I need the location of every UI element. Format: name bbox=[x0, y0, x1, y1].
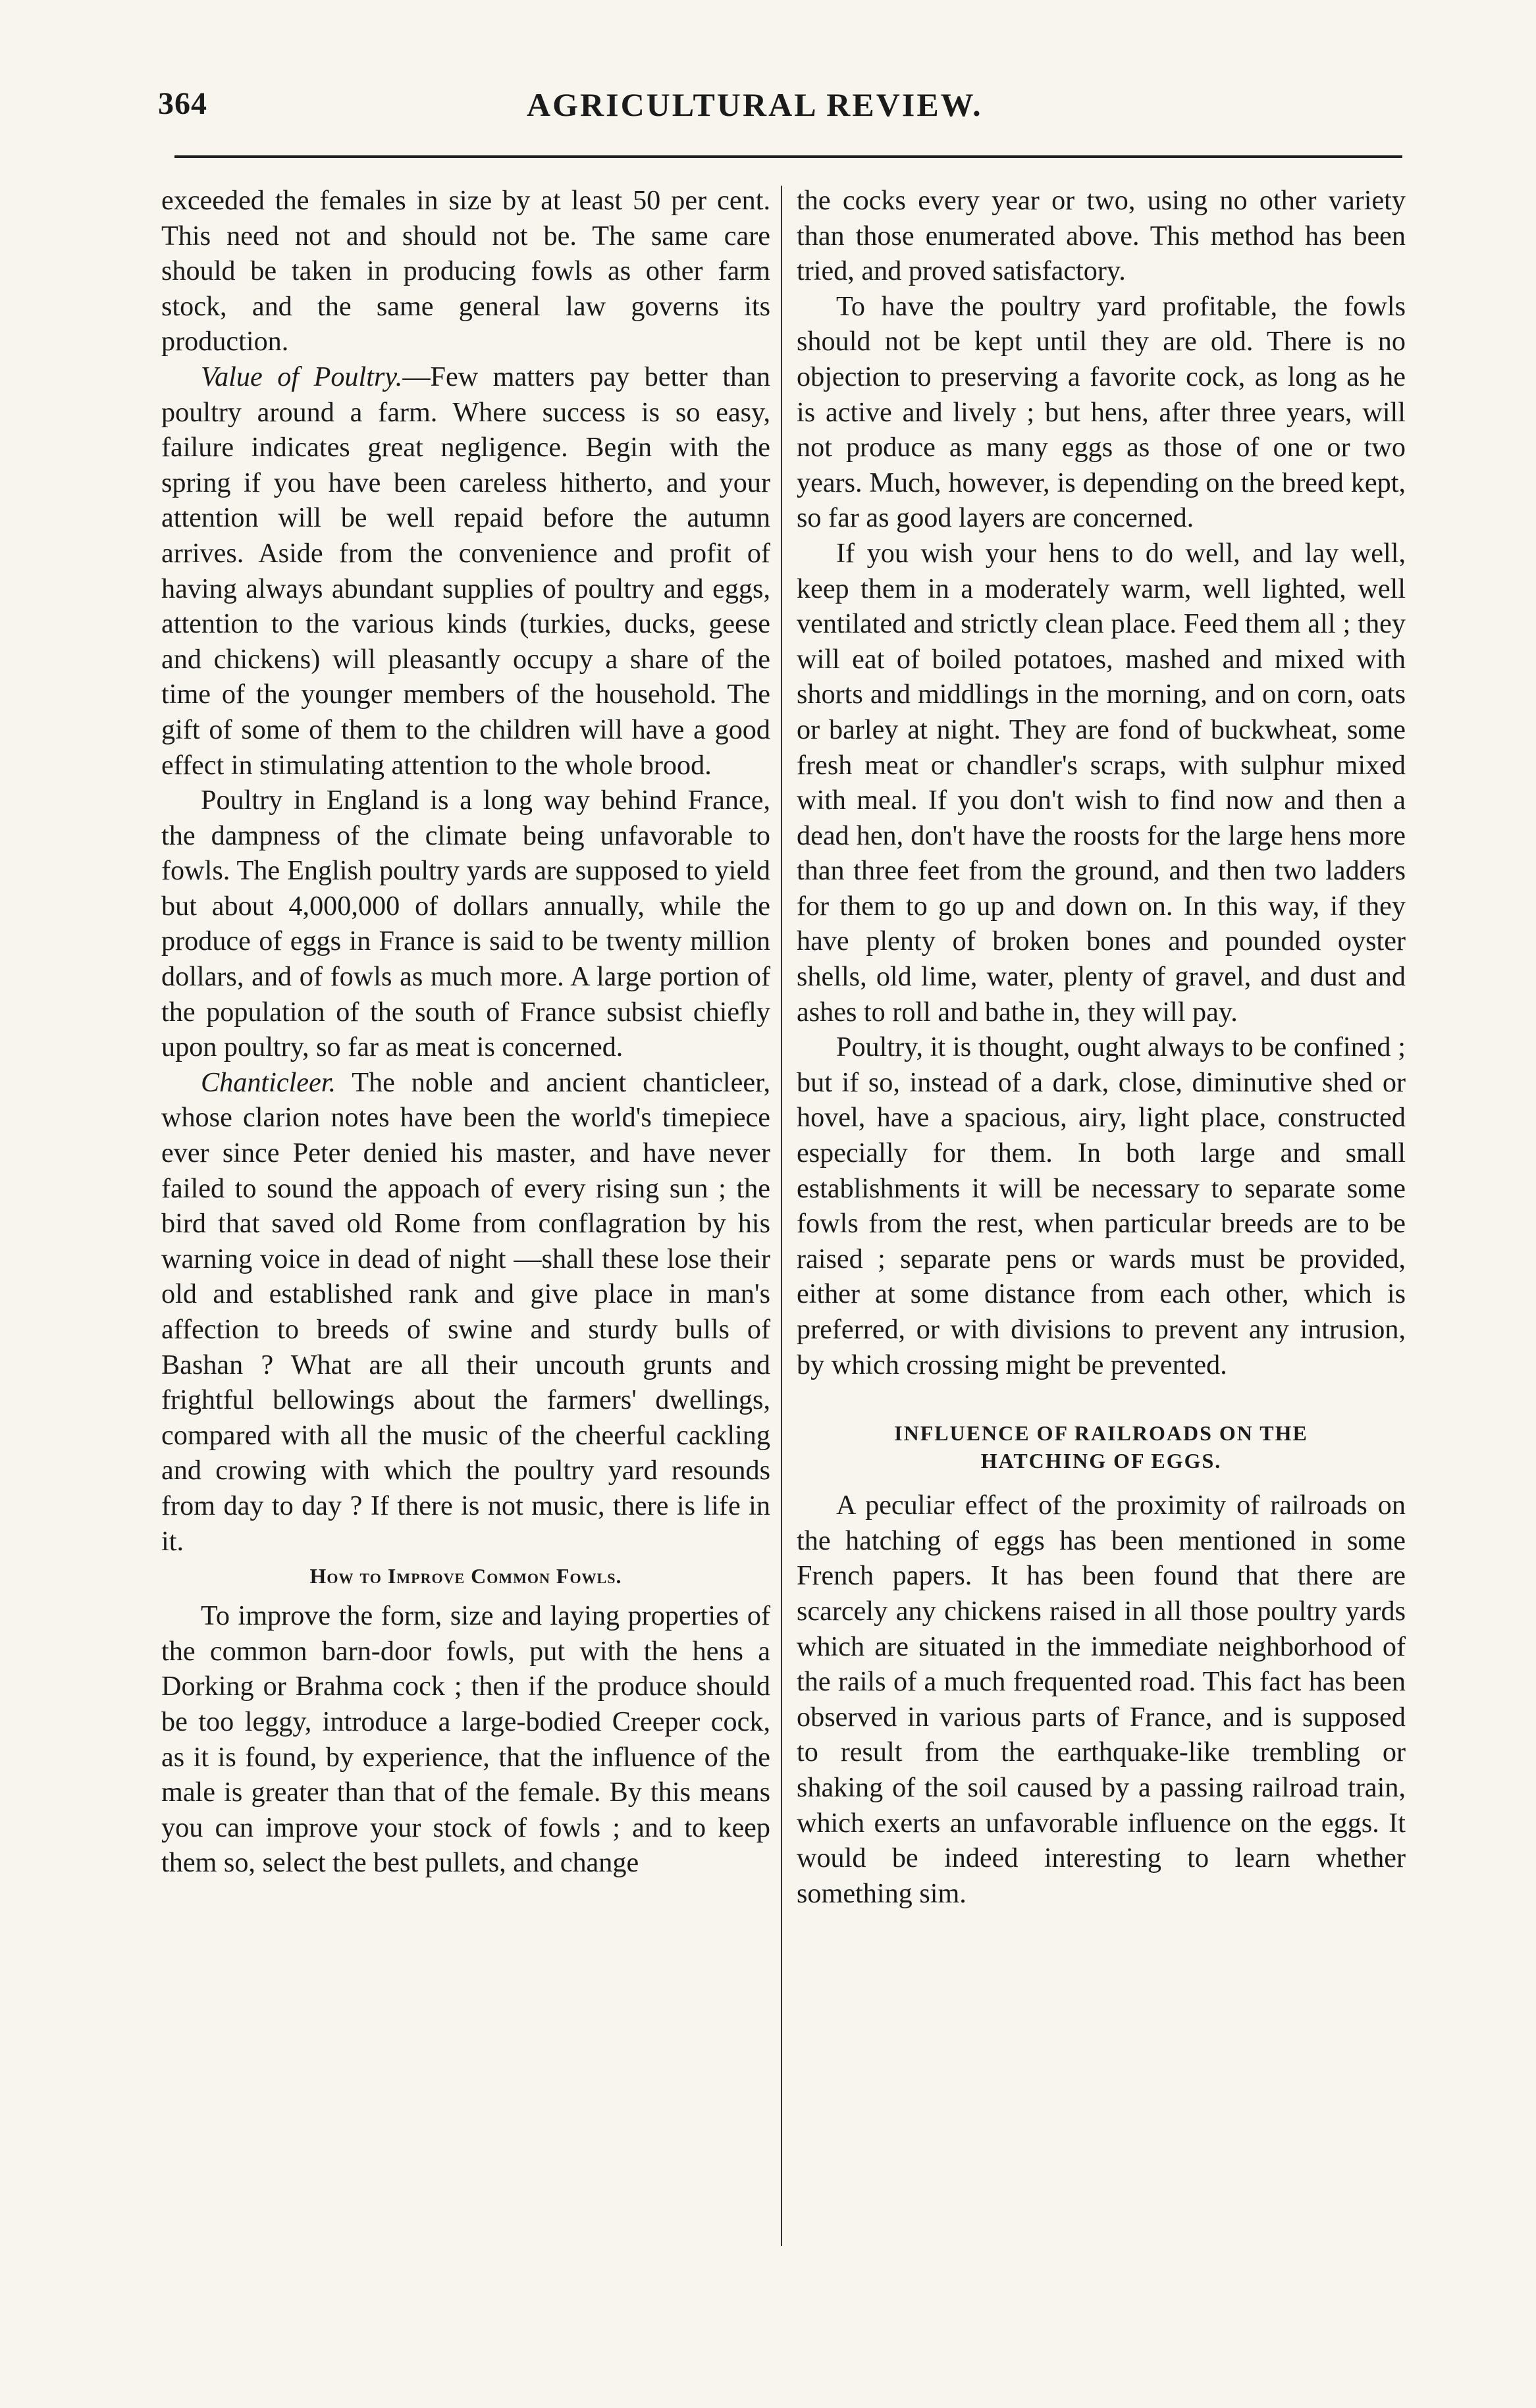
column-divider bbox=[781, 186, 782, 2246]
section-heading-line: HATCHING OF EGGS. bbox=[980, 1449, 1222, 1473]
section-heading-line: INFLUENCE OF RAILROADS ON THE bbox=[894, 1421, 1308, 1446]
right-column bbox=[797, 183, 1406, 1911]
paragraph: To have the poultry yard profitable, the fowls should not be kept until they are old. There is no objection to preserving a favorite cock, as long as he is active and lively ; but hens, after three years, will not produce as many eggs as those of one or two years. Much, however, is depending on the breed kept, so far as good layers are concerned. bbox=[797, 290, 1406, 534]
paragraph: the cocks every year or two, using no other variety than those enumerated above. This method has been tried, and proved satisfactory. bbox=[797, 185, 1406, 287]
section-heading bbox=[797, 1419, 1406, 1475]
paragraph: exceeded the females in size by at least 50 per cent. This need not and should not be. The same care should be taken in producing fowls as other farm stock, and the same general law governs its production. bbox=[161, 185, 770, 357]
section-subhead: How to Improve Common Fowls. bbox=[309, 1564, 622, 1588]
page-header bbox=[158, 86, 1396, 145]
paragraph-body: —Few matters pay better than poultry around a farm. Where success is so easy, failure indicates great negligence. Begin with the spring if you have been careless hitherto, and your attention will be well repaid before the autumn arrives. Aside from the convenience and profit of having always abundant supplies of poultry and eggs, attention to the various kinds (turkies, ducks, geese and chickens) will pleasantly occupy a share of the time of the younger members of the household. The gift of some of them to the children will have a good effect in stimulating attention to the whole brood. bbox=[161, 361, 770, 781]
paragraph-value-of-poultry bbox=[161, 359, 770, 783]
paragraph-body: The noble and ancient chanticleer, whose clarion notes have been the world's timepiece ever since Peter denied his master, and have never failed to sound the appoach of every rising sun ; the bird that saved old Rome from conflagration by his warning voice in dead of night —shall these lose their old and established rank and give place in man's affection to breeds of swine and sturdy bulls of Bashan ? What are all their uncouth grunts and frightful bellowings about the farmers' dwellings, compared with all the music of the cheerful cackling and crowing with which the poultry yard resounds from day to day ? If there is not music, there is life in it. bbox=[161, 1066, 770, 1557]
paragraph-lead: Chanticleer. bbox=[201, 1066, 336, 1098]
paragraph: Poultry in England is a long way behind France, the dampness of the climate being unfavorable to fowls. The English poultry yards are supposed to yield but about 4,000,000 of dollars annually, while the produce of eggs in France is said to be twenty million dollars, and of fowls as much more. A large portion of the population of the south of France subsist chiefly upon poultry, so far as meat is concerned. bbox=[161, 785, 770, 1063]
paragraph: Poultry, it is thought, ought always to be confined ; but if so, instead of a dark, close, diminutive shed or hovel, have a spacious, airy, light place, constructed especially for them. In both large and small establishments it will be necessary to separate some fowls from the rest, when particular breeds are to be raised ; separate pens or wards must be provided, either at some distance from each other, which is preferred, or with divisions to prevent any intrusion, by which crossing might be prevented. bbox=[797, 1032, 1406, 1380]
paragraph-lead: Value of Poultry. bbox=[201, 361, 403, 392]
header-rule bbox=[174, 155, 1402, 158]
page-number: 364 bbox=[158, 86, 207, 121]
paragraph: A peculiar effect of the proximity of railroads on the hatching of eggs has been mentioned in some French papers. It has been found that there are scarcely any chickens raised in all those poultry yards which are situated in the immediate neighborhood of the rails of a much frequented road. This fact has been observed in various parts of France, and is supposed to result from the earthquake-like trembling or shaking of the soil caused by a passing railroad train, which exerts an unfavorable influence on the eggs. It would be indeed interesting to learn whether something sim. bbox=[797, 1490, 1406, 1909]
paragraph: To improve the form, size and laying properties of the common barn-door fowls, put with the hens a Dorking or Brahma cock ; then if the produce should be too leggy, introduce a large-bodied Creeper cock, as it is found, by experience, that the influence of the male is greater than that of the female. By this means you can improve your stock of fowls ; and to keep them so, select the best pullets, and change bbox=[161, 1600, 770, 1879]
left-column bbox=[161, 183, 770, 1881]
paragraph: If you wish your hens to do well, and lay well, keep them in a moderately warm, well lighted, well ventilated and strictly clean place. Feed them all ; they will eat of boiled potatoes, mashed and mixed with shorts and middlings in the morning, and on corn, oats or barley at night. They are fond of buckwheat, some fresh meat or chandler's scraps, with sulphur mixed with meal. If you don't wish to find now and then a dead hen, don't have the roosts for the large hens more than three feet from the ground, and then two ladders for them to go up and down on. In this way, if they have plenty of broken bones and pounded oyster shells, old lime, water, plenty of gravel, and dust and ashes to roll and bathe in, they will pay. bbox=[797, 537, 1406, 1028]
paragraph-chanticleer bbox=[161, 1065, 770, 1559]
running-title: AGRICULTURAL REVIEW. bbox=[527, 86, 983, 123]
